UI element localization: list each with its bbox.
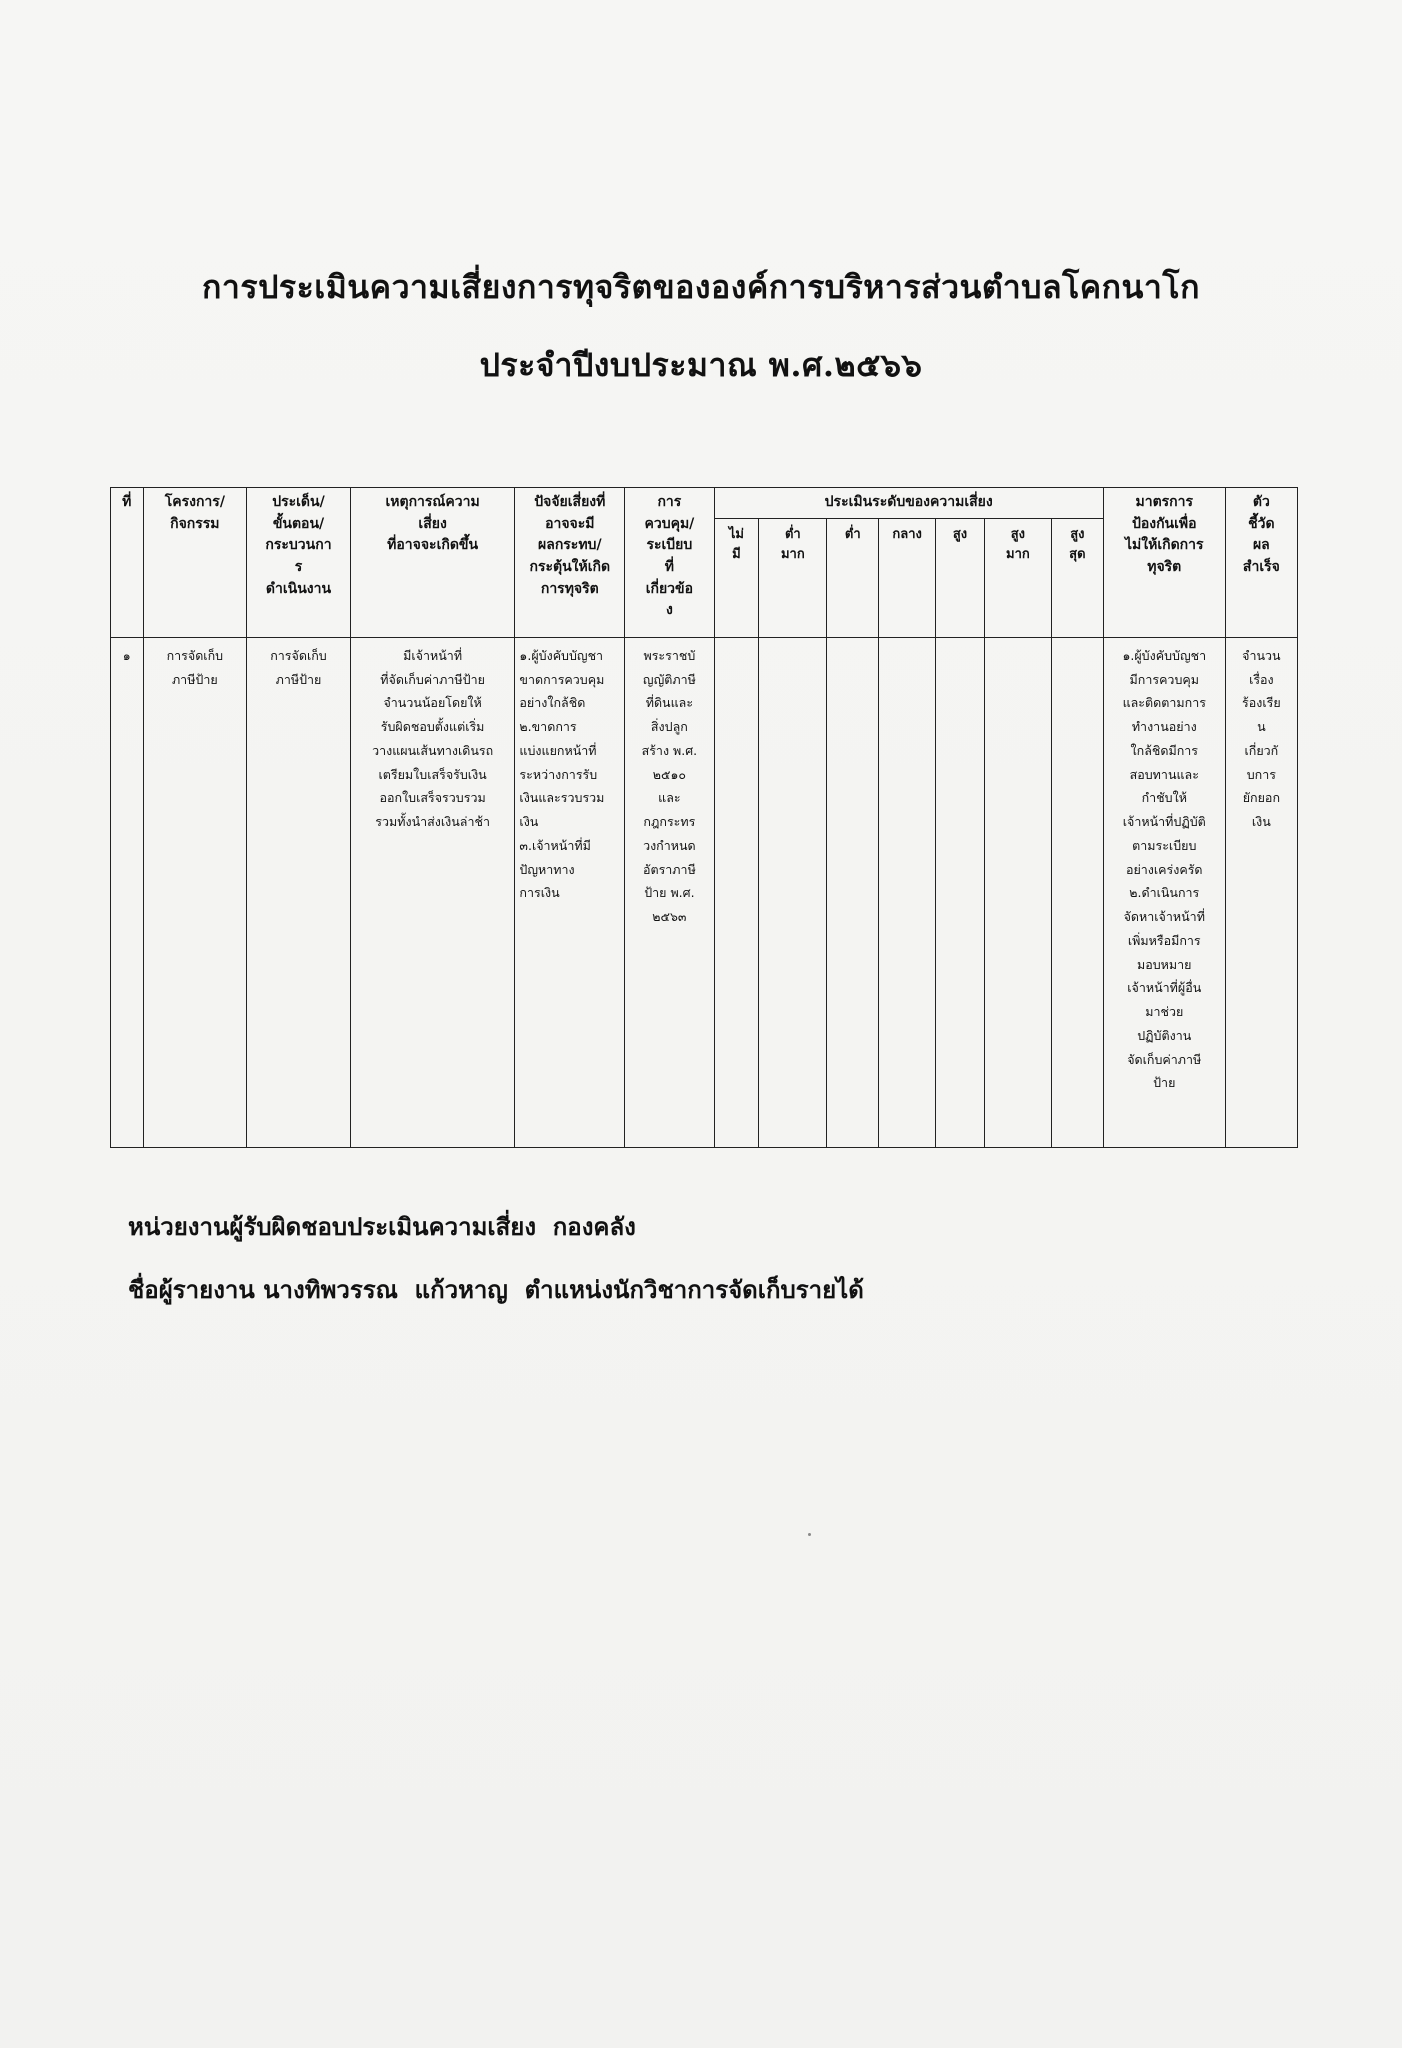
header-level-medium: กลาง [879, 519, 936, 638]
header-issue: ประเด็น/ ขั้นตอน/ กระบวนกา ร ดำเนินงาน [247, 488, 351, 638]
cell-level-very-high [984, 637, 1051, 1147]
fiscal-year-subtitle: ประจำปีงบประมาณ พ.ศ.๒๕๖๖ [479, 346, 923, 384]
cell-level-very-low [759, 637, 827, 1147]
cell-level-high [936, 637, 985, 1147]
cell-indicator: จำนวน เรื่อง ร้องเรีย น เกี่ยวกั บการ ยักยอก เงิน [1225, 637, 1297, 1147]
header-risk-event: เหตุการณ์ความ เสี่ยง ที่อาจจะเกิดขึ้น [350, 488, 515, 638]
cell-level-highest [1051, 637, 1103, 1147]
table-row [111, 637, 1298, 1147]
header-indicator: ตัว ชี้วัด ผล สำเร็จ [1225, 488, 1297, 638]
header-level-highest: สูง สุด [1051, 519, 1103, 638]
cell-no: ๑ [111, 637, 144, 1147]
header-level-low: ต่ำ [827, 519, 879, 638]
header-project: โครงการ/ กิจกรรม [143, 488, 247, 638]
reporter-line: ชื่อผู้รายงาน นางทิพวรรณ แก้วหาญ ตำแหน่งนักวิชาการจัดเก็บรายได้ [128, 1275, 864, 1304]
responsible-unit: หน่วยงานผู้รับผิดชอบประเมินความเสี่ยง กองคลัง [128, 1212, 636, 1241]
header-measure: มาตรการ ป้องกันเพื่อ ไม่ให้เกิดการ ทุจริต [1103, 488, 1225, 638]
cell-control: พระราชบั ญญัติภาษี ที่ดินและ สิ่งปลูก สร้าง พ.ศ. ๒๕๑๐ และ กฎกระทร วงกำหนด อัตราภาษี ป้าย พ.ศ. ๒๕๖๓ [625, 637, 714, 1147]
document-title: การประเมินความเสี่ยงการทุจริตขององค์การบริหารส่วนตำบลโคกนาโก [202, 268, 1200, 306]
header-risk-factor: ปัจจัยเสี่ยงที่ อาจจะมี ผลกระทบ/ กระตุ้นให้เกิด การทุจริต [515, 488, 625, 638]
header-control: การ ควบคุม/ ระเบียบ ที่ เกี่ยวข้อ ง [625, 488, 714, 638]
header-level-none: ไม่ มี [714, 519, 759, 638]
header-level-very-high: สูง มาก [984, 519, 1051, 638]
table-header-row [111, 488, 1298, 519]
cell-level-medium [879, 637, 936, 1147]
cell-project: การจัดเก็บ ภาษีป้าย [143, 637, 247, 1147]
risk-assessment-table [110, 487, 1298, 1148]
cell-risk-event: มีเจ้าหน้าที่ ที่จัดเก็บค่าภาษีป้าย จำนวนน้อยโดยให้ รับผิดชอบตั้งแต่เริ่ม วางแผนเส้นทางเดินรถ เตรียมใบเสร็จรับเงิน ออกใบเสร็จรวบรวม รวมทั้งนำส่งเงินล่าช้า [350, 637, 515, 1147]
cell-issue: การจัดเก็บ ภาษีป้าย [247, 637, 351, 1147]
cell-level-low [827, 637, 879, 1147]
cell-measure: ๑.ผู้บังคับบัญชา มีการควบคุม และติดตามการ ทำงานอย่าง ใกล้ชิดมีการ สอบทานและ กำชับให้ เจ้าหน้าที่ปฏิบัติ ตามระเบียบ อย่างเคร่งครัด ๒.ดำเนินการ จัดหาเจ้าหน้าที่ เพิ่มหรือมีการ มอบหมาย เจ้าหน้าที่ผู้อื่น มาช่วย ปฏิบัติงาน จัดเก็บค่าภาษี ป้าย [1103, 637, 1225, 1147]
header-no: ที่ [111, 488, 144, 638]
header-assessment-group: ประเมินระดับของความเสี่ยง [714, 488, 1103, 519]
header-level-high: สูง [936, 519, 985, 638]
cell-risk-factor: ๑.ผู้บังคับบัญชา ขาดการควบคุม อย่างใกล้ชิด ๒.ขาดการ แบ่งแยกหน้าที่ ระหว่างการรับ เงินและรวบรวม เงิน ๓.เจ้าหน้าที่มี ปัญหาทาง การเงิน [515, 637, 625, 1147]
header-level-very-low: ต่ำ มาก [759, 519, 827, 638]
paper-speck [808, 1533, 811, 1536]
cell-level-none [714, 637, 759, 1147]
